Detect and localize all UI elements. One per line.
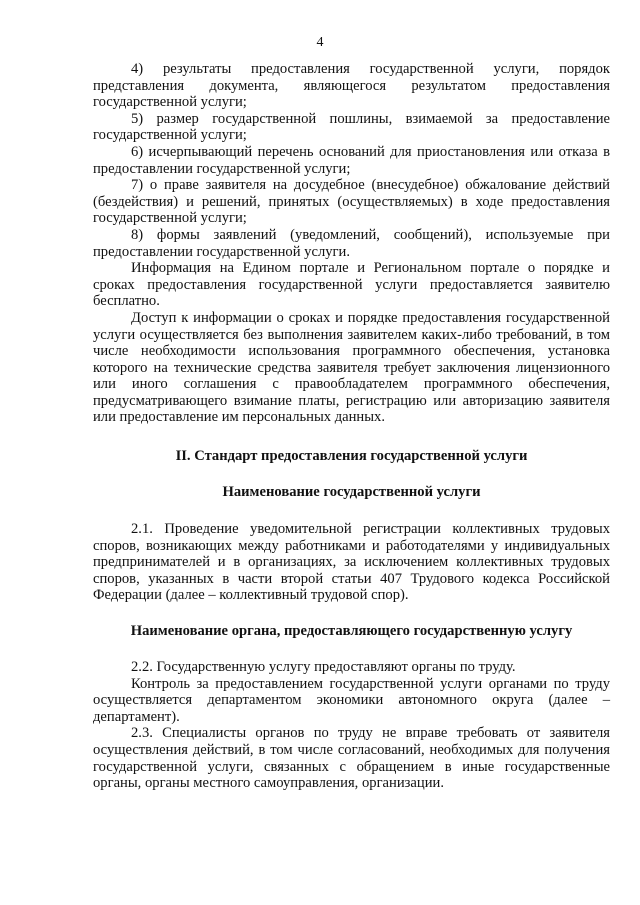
list-item-7: 7) о праве заявителя на досудебное (внесудебное) обжалование действий (бездействия) и решений, принятых (осуществляемых) в ходе предоставления государственной услуги; [93, 177, 610, 227]
paragraph-portal-info: Информация на Едином портале и Региональном портале о порядке и сроках предоставления государственной услуги предоставляется заявителю бесплатно. [93, 260, 610, 310]
list-item-4: 4) результаты предоставления государственной услуги, порядок представления документа, являющегося результатом предоставления государственной услуги; [93, 61, 610, 111]
paragraph-2-2: 2.2. Государственную услугу предоставляют органы по труду. [131, 659, 516, 676]
section-title: II. Стандарт предоставления государственной услуги [175, 448, 528, 465]
document-body [93, 61, 610, 792]
list-item-5: 5) размер государственной пошлины, взимаемой за предоставление государственной услуги; [93, 110, 610, 144]
page-number: 4 [316, 35, 324, 50]
list-item-8: 8) формы заявлений (уведомлений, сообщений), используемые при предоставлении государственной услуги. [93, 226, 610, 260]
paragraph-control: Контроль за предоставлением государственной услуги органами по труду осуществляется департаментом экономики автономного округа (далее – департамент). [93, 675, 610, 725]
paragraph-2-3: 2.3. Специалисты органов по труду не вправе требовать от заявителя осуществления действий, в том числе согласований, необходимых для получения государственной услуги, связанных с обращением в иные государственные органы, органы местного самоуправления, организации. [93, 725, 610, 792]
paragraph-2-1: 2.1. Проведение уведомительной регистрации коллективных трудовых споров, возникающих между работниками и работодателями у индивидуальных предпринимателей и в организациях, за исключением коллективных трудовых споров, указанных в части второй статьи 407 Трудового кодекса Российской Федерации (далее – коллективный трудовой спор). [93, 521, 610, 604]
paragraph-access-info: Доступ к информации о сроках и порядке предоставления государственной услуги осуществляется без выполнения заявителем каких-либо требований, в том числе необходимости использования программного обеспечения, установка которого на технические средства заявителя требует заключения лицензионного или иного соглашения с правообладателем программного обеспечения, предусматривающего взимание платы, регистрацию или авторизацию заявителя или предоставление им персональных данных. [93, 309, 610, 426]
subheading-authority-name: Наименование органа, предоставляющего государственную услугу [130, 623, 573, 640]
subheading-service-name: Наименование государственной услуги [222, 484, 481, 501]
list-item-6: 6) исчерпывающий перечень оснований для приостановления или отказа в предоставлении государственной услуги; [93, 143, 610, 177]
